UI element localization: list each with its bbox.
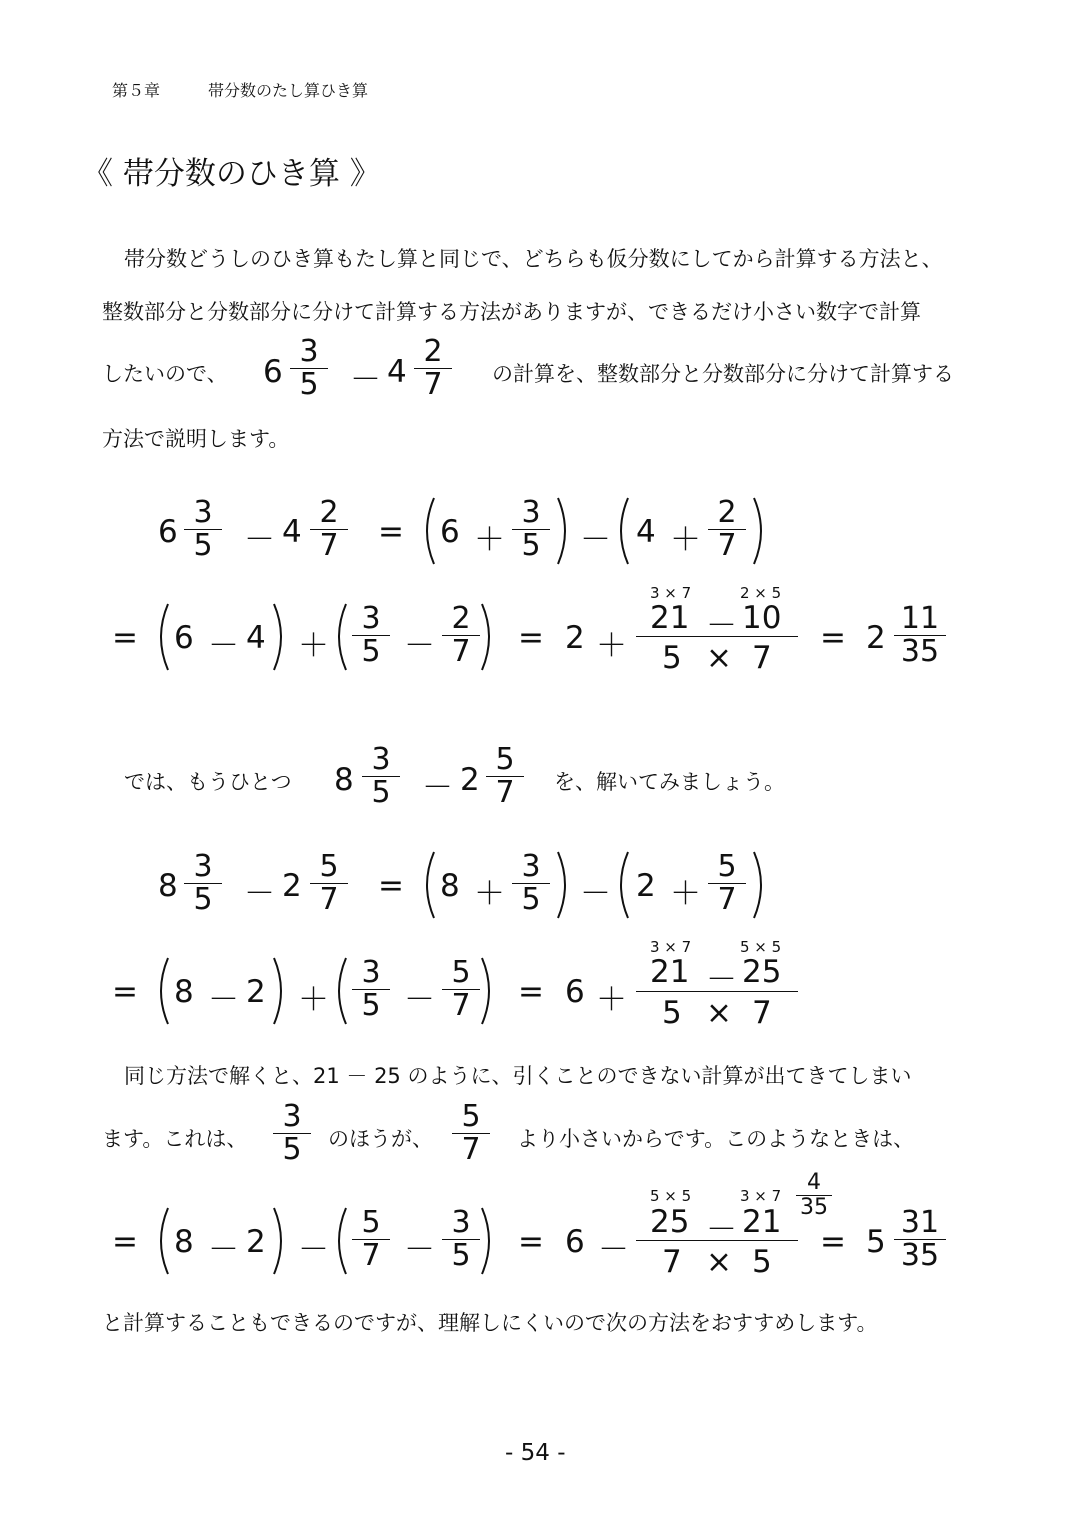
ex2-numer-right: 25 <box>742 954 782 990</box>
ex1-l2-equals3: = <box>820 620 846 656</box>
ex2-l2-equals2: = <box>518 974 544 1010</box>
paren-open <box>152 602 172 672</box>
ex1-mid-minus: － <box>580 522 611 558</box>
denominator: 5 <box>361 988 381 1023</box>
ex2-int-diff: 6 <box>565 974 585 1010</box>
ex2-b1-whole: 8 <box>440 868 460 904</box>
ex3-whole1: 8 <box>174 1224 194 1260</box>
ex3-mid-minus: － <box>298 1232 329 1268</box>
ex2-mult2: 5 × 5 <box>740 938 782 956</box>
inline2-whole2: 2 <box>460 762 480 798</box>
section-title: 《 帯分数のひき算 》 <box>82 156 381 192</box>
denominator: 7 <box>319 882 339 917</box>
ex3-numer-minus: － <box>706 1212 737 1248</box>
para2-post: を、解いてみましょう。 <box>554 770 785 794</box>
ex1-l2-whole1: 6 <box>174 620 194 656</box>
numerator: 5 <box>717 849 737 884</box>
denominator: 5 <box>451 1238 471 1273</box>
ex2-numer-left: 21 <box>650 954 690 990</box>
denominator: 7 <box>319 528 339 563</box>
ex2-den-left: 5 <box>662 995 682 1031</box>
ex2-l2-frac2 <box>442 955 480 1023</box>
para3-frac1 <box>273 1099 311 1167</box>
denominator: 5 <box>193 528 213 563</box>
paren-open <box>612 496 632 566</box>
denominator: 7 <box>451 988 471 1023</box>
ex3-den-right: 5 <box>752 1244 772 1280</box>
paren-close <box>750 850 770 920</box>
inline1-minus: － <box>350 362 381 398</box>
paren-close <box>554 850 574 920</box>
ex1-int-diff: 2 <box>565 620 585 656</box>
ex1-den-right: 7 <box>752 640 772 676</box>
ex1-mult1: 3 × 7 <box>650 584 692 602</box>
ex3-den-times: × <box>706 1244 732 1280</box>
inline2-minus: － <box>422 770 453 806</box>
paren-close <box>270 602 290 672</box>
chapter-number: 第５章 <box>112 81 161 100</box>
ex3-whole2: 2 <box>246 1224 266 1260</box>
ex2-whole1: 8 <box>158 868 178 904</box>
ex3-equals: = <box>112 1224 138 1260</box>
ex1-b2-frac <box>708 495 746 563</box>
ex2-l2-equals: = <box>112 974 138 1010</box>
ex3-frac1 <box>352 1205 390 1273</box>
ex1-l2-frac2 <box>442 601 480 669</box>
ex3-result-whole: 5 <box>866 1224 886 1260</box>
ex1-mult2: 2 × 5 <box>740 584 782 602</box>
ex1-result-frac <box>894 601 946 669</box>
ex3-numer-left: 25 <box>650 1204 690 1240</box>
para3-line2-post: より小さいからです。このようなときは、 <box>517 1127 915 1151</box>
paren-open <box>418 496 438 566</box>
numerator: 3 <box>451 1205 471 1240</box>
ex1-l2-equals2: = <box>518 620 544 656</box>
inline1-frac2 <box>414 334 452 402</box>
inline2-whole1: 8 <box>334 762 354 798</box>
para1-line3-post: の計算を、整数部分と分数部分に分けて計算する <box>492 362 954 386</box>
denominator: 35 <box>900 1238 940 1273</box>
inline1-frac1 <box>290 334 328 402</box>
ex3-frac2 <box>442 1205 480 1273</box>
denominator: 7 <box>717 528 737 563</box>
numerator: 2 <box>423 334 443 369</box>
ex1-frac1 <box>184 495 222 563</box>
ex2-den-times: × <box>706 995 732 1031</box>
denominator: 5 <box>521 528 541 563</box>
ex2-frac2 <box>310 849 348 917</box>
ex2-frac1 <box>184 849 222 917</box>
ex2-b1-plus: ＋ <box>474 876 505 912</box>
para3-line2-pre: ます。これは、 <box>102 1127 248 1151</box>
ex1-b1-whole: 6 <box>440 514 460 550</box>
ex1-equals: = <box>378 514 404 550</box>
ex3-equals3: = <box>820 1224 846 1260</box>
ex3-numer-right: 21 <box>742 1204 782 1240</box>
numerator: 3 <box>282 1099 302 1134</box>
numerator: 2 <box>319 495 339 530</box>
ex2-b1-frac <box>512 849 550 917</box>
ex2-l2-fminus: － <box>404 982 435 1018</box>
ex1-numer-minus: － <box>706 608 737 644</box>
denominator: 5 <box>371 775 391 810</box>
chapter-title: 帯分数のたし算ひき算 <box>208 81 369 100</box>
numerator: 2 <box>451 601 471 636</box>
ex3-mult2: 3 × 7 <box>740 1187 782 1205</box>
ex1-b2-plus: ＋ <box>670 522 701 558</box>
numerator: 5 <box>461 1099 481 1134</box>
denominator: 7 <box>717 882 737 917</box>
ex3-side-frac <box>796 1172 832 1219</box>
ex3-mult1: 5 × 5 <box>650 1187 692 1205</box>
ex2-l2-plus: ＋ <box>298 982 329 1018</box>
ex1-l2-fminus: － <box>404 628 435 664</box>
para1-line3-pre: したいので、 <box>102 362 228 386</box>
denominator: 5 <box>299 367 319 402</box>
numerator: 3 <box>193 849 213 884</box>
ex1-l2-equals: = <box>112 620 138 656</box>
ex2-b2-whole: 2 <box>636 868 656 904</box>
para3-line1: 同じ方法で解くと、21 － 25 のように、引くことのできない計算が出てきてしまい <box>124 1064 912 1088</box>
numerator: 2 <box>717 495 737 530</box>
numerator: 5 <box>361 1205 381 1240</box>
denominator: 5 <box>193 882 213 917</box>
paren-open <box>330 1206 350 1276</box>
ex3-minus2: － <box>598 1232 629 1268</box>
para1-line1: 帯分数どうしのひき算もたし算と同じで、どちらも仮分数にしてから計算する方法と、 <box>124 247 943 271</box>
ex1-minus: － <box>244 522 275 558</box>
paren-close <box>478 956 498 1026</box>
ex1-l2-plus2: ＋ <box>596 628 627 664</box>
ex1-l2-frac1 <box>352 601 390 669</box>
ex2-whole2: 2 <box>282 868 302 904</box>
ex2-numer-minus: － <box>706 962 737 998</box>
ex3-result-frac <box>894 1205 946 1273</box>
ex1-l2-plus: ＋ <box>298 628 329 664</box>
ex2-b2-frac <box>708 849 746 917</box>
ex2-l2-whole2: 2 <box>246 974 266 1010</box>
ex1-numer-right: 10 <box>742 600 782 636</box>
denominator: 35 <box>900 634 940 669</box>
ex1-frac2 <box>310 495 348 563</box>
ex1-whole1: 6 <box>158 514 178 550</box>
paren-close <box>270 956 290 1026</box>
ex3-minus: － <box>208 1232 239 1268</box>
ex2-equals: = <box>378 868 404 904</box>
ex2-l2-whole1: 8 <box>174 974 194 1010</box>
denominator: 5 <box>521 882 541 917</box>
paren-open <box>152 1206 172 1276</box>
numerator: 4 <box>807 1170 821 1195</box>
numerator: 3 <box>521 495 541 530</box>
ex1-result-whole: 2 <box>866 620 886 656</box>
paren-close <box>270 1206 290 1276</box>
ex2-mult1: 3 × 7 <box>650 938 692 956</box>
inline2-frac1 <box>362 742 400 810</box>
denominator: 5 <box>361 634 381 669</box>
ex1-l2-minus: － <box>208 628 239 664</box>
paren-open <box>418 850 438 920</box>
numerator: 31 <box>900 1205 940 1240</box>
ex1-den-times: × <box>706 640 732 676</box>
paren-open <box>612 850 632 920</box>
fraction-bar <box>636 1240 798 1241</box>
numerator: 3 <box>299 334 319 369</box>
page-number: - 54 - <box>505 1440 566 1466</box>
para4: と計算することもできるのですが、理解しにくいので次の方法をおすすめします。 <box>102 1311 878 1335</box>
ex1-b2-whole: 4 <box>636 514 656 550</box>
paren-close <box>750 496 770 566</box>
denominator: 7 <box>451 634 471 669</box>
paren-open <box>330 956 350 1026</box>
inline2-frac2 <box>486 742 524 810</box>
ex2-l2-frac1 <box>352 955 390 1023</box>
paren-close <box>478 602 498 672</box>
ex1-l2-whole2: 4 <box>246 620 266 656</box>
ex3-fminus: － <box>404 1232 435 1268</box>
ex2-minus: － <box>244 876 275 912</box>
numerator: 11 <box>900 601 940 636</box>
denominator: 7 <box>461 1132 481 1167</box>
para1-line4: 方法で説明します。 <box>102 427 290 451</box>
numerator: 3 <box>193 495 213 530</box>
ex1-b1-frac <box>512 495 550 563</box>
ex2-mid-minus: － <box>580 876 611 912</box>
ex2-den-right: 7 <box>752 995 772 1031</box>
paren-open <box>330 602 350 672</box>
numerator: 3 <box>371 742 391 777</box>
inline1-whole2: 4 <box>387 354 407 390</box>
fraction-bar <box>636 991 798 992</box>
numerator: 3 <box>361 601 381 636</box>
ex1-den-left: 5 <box>662 640 682 676</box>
denominator: 7 <box>495 775 515 810</box>
ex1-numer-left: 21 <box>650 600 690 636</box>
paren-close <box>554 496 574 566</box>
para2-pre: では、もうひとつ <box>124 770 292 794</box>
denominator: 7 <box>423 367 443 402</box>
para3-frac2 <box>452 1099 490 1167</box>
numerator: 3 <box>521 849 541 884</box>
denominator: 5 <box>282 1132 302 1167</box>
ex2-l2-plus2: ＋ <box>596 982 627 1018</box>
numerator: 5 <box>451 955 471 990</box>
para1-line2: 整数部分と分数部分に分けて計算する方法がありますが、できるだけ小さい数字で計算 <box>102 300 921 324</box>
denominator: 35 <box>800 1195 828 1220</box>
ex3-den-left: 7 <box>662 1244 682 1280</box>
numerator: 5 <box>319 849 339 884</box>
numerator: 3 <box>361 955 381 990</box>
paren-open <box>152 956 172 1026</box>
denominator: 7 <box>361 1238 381 1273</box>
ex3-equals2: = <box>518 1224 544 1260</box>
numerator: 5 <box>495 742 515 777</box>
paren-close <box>478 1206 498 1276</box>
ex2-l2-minus: － <box>208 982 239 1018</box>
para3-line2-mid: のほうが、 <box>328 1127 433 1151</box>
ex1-b1-plus: ＋ <box>474 522 505 558</box>
ex1-whole2: 4 <box>282 514 302 550</box>
inline1-whole1: 6 <box>263 354 283 390</box>
ex2-b2-plus: ＋ <box>670 876 701 912</box>
ex3-int-diff: 6 <box>565 1224 585 1260</box>
fraction-bar <box>636 636 798 637</box>
